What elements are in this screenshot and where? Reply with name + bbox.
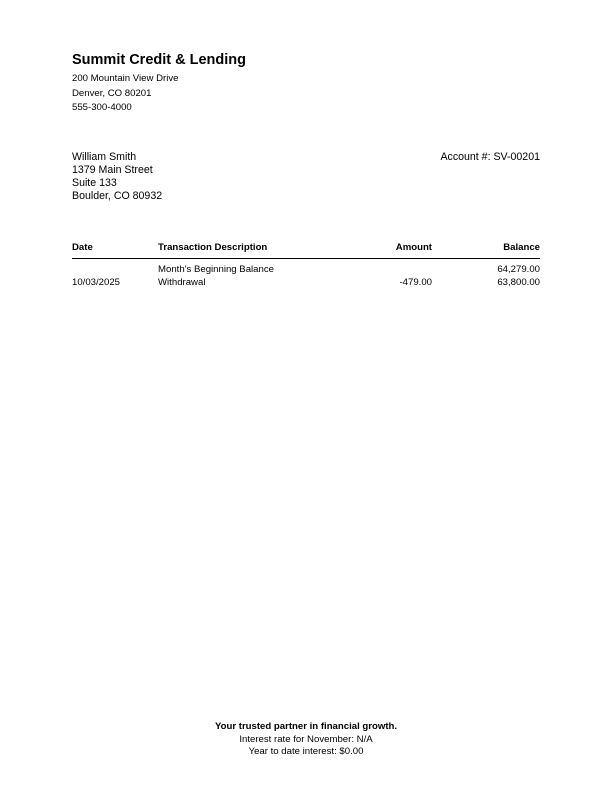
header-description: Transaction Description: [158, 242, 268, 253]
customer-suite: Suite 133: [72, 177, 117, 189]
transactions-table: [72, 241, 540, 288]
company-address: [72, 72, 178, 116]
customer-address-block: [72, 151, 162, 203]
account-number: Account #: SV-00201: [440, 151, 540, 163]
table-body: [72, 259, 540, 288]
customer-city-state-zip: Boulder, CO 80932: [72, 190, 163, 202]
table-header: [72, 241, 540, 259]
company-address-line2: Denver, CO 80201: [72, 87, 152, 99]
company-name: Summit Credit & Lending: [72, 52, 246, 68]
row-balance: 63,800.00: [497, 276, 540, 288]
table-row: [72, 263, 540, 276]
footer-tagline: Your trusted partner in financial growth.: [214, 721, 398, 732]
company-phone: 555-300-4000: [72, 102, 132, 114]
row-description: Withdrawal: [158, 276, 206, 288]
row-balance: 64,279.00: [497, 264, 540, 275]
customer-street: 1379 Main Street: [72, 164, 153, 176]
table-row: [72, 276, 540, 289]
row-amount: -479.00: [399, 276, 432, 288]
header-amount: Amount: [395, 242, 432, 253]
footer-interest-rate: Interest rate for November: N/A: [239, 733, 373, 745]
company-address-line1: 200 Mountain View Drive: [72, 73, 179, 84]
header-date: Date: [72, 242, 93, 253]
row-description: Month's Beginning Balance: [158, 264, 274, 275]
customer-name: William Smith: [72, 151, 137, 163]
statement-footer: [0, 721, 612, 759]
row-date: 10/03/2025: [72, 276, 121, 288]
footer-ytd-interest: Year to date interest: $0.00: [248, 746, 364, 758]
header-balance: Balance: [503, 242, 540, 253]
